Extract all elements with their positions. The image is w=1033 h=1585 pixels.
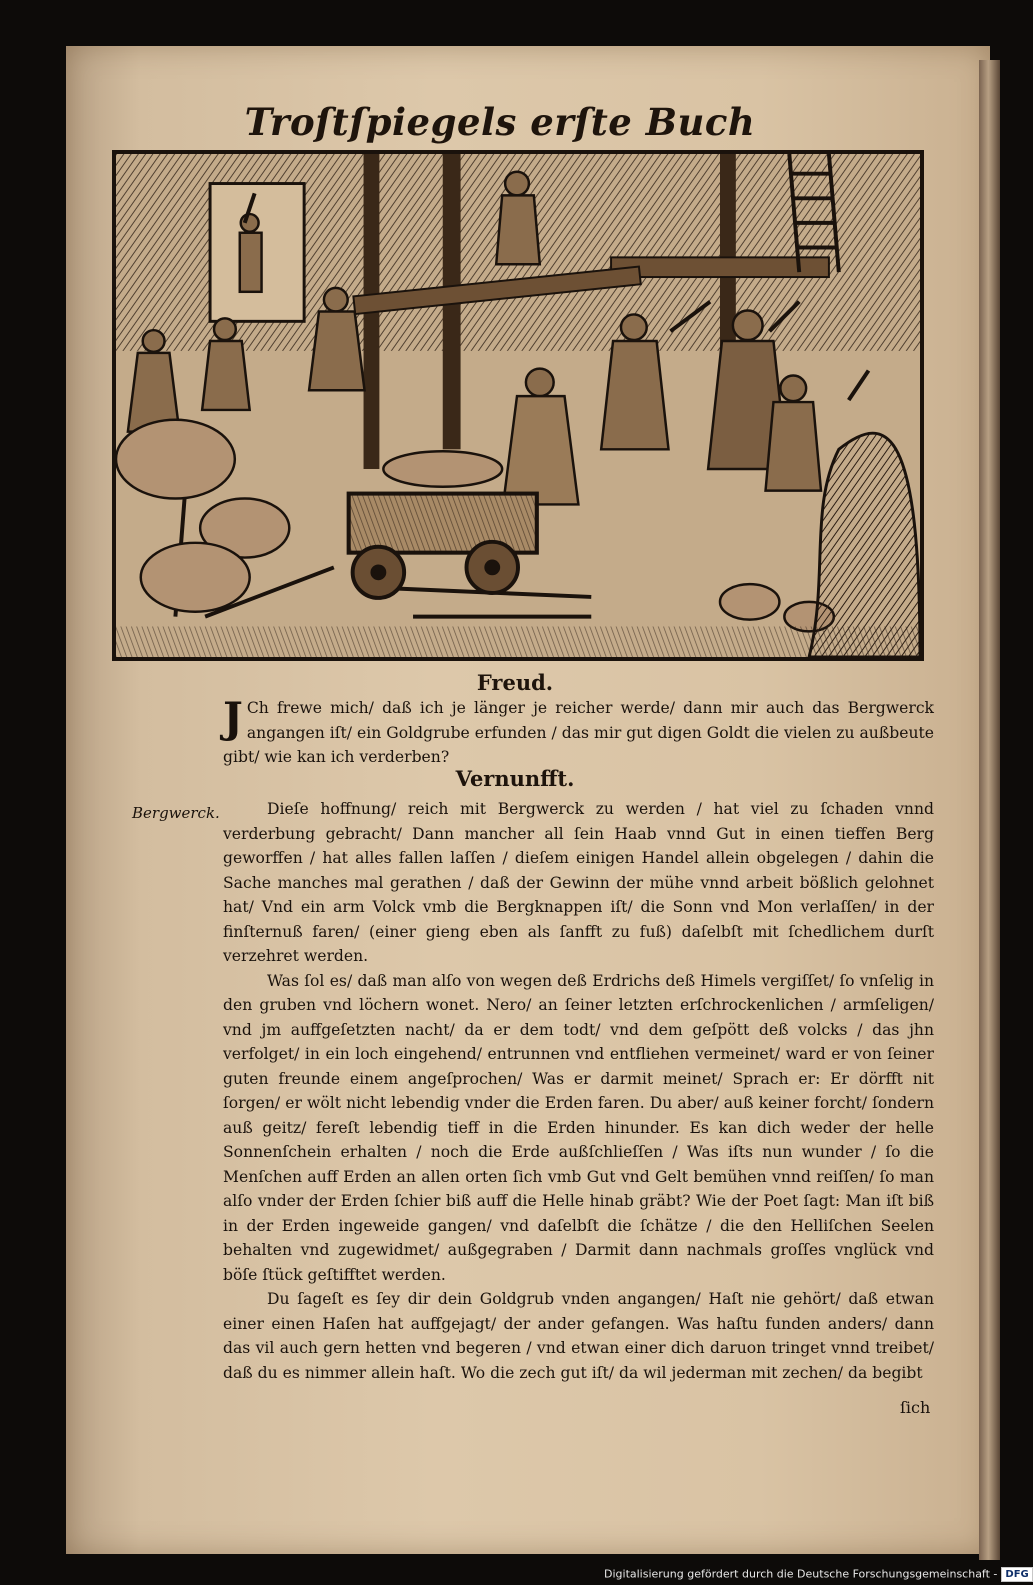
dfg-logo: DFG: [1001, 1567, 1032, 1582]
footer-text: Digitalisierung gefördert durch die Deutsche Forschungsgemeinschaft -: [604, 1567, 998, 1581]
paragraph-text: Du ſageſt es ſey dir dein Goldgrub vnden angangen/ Haſt nie gehört/ daß etwan einer einen Haſen hat auffgejagt/ der ander gefangen. Was haſtu funden anders/ dann das vil auch gern hetten vnd begeren / vnd etwan einer dich daruon tringet vnnd treibet/ daß du es nimmer allein haſt. Wo die zech gut iſt/ da wil jederman mit zechen/ da begibt: [223, 1290, 934, 1382]
initial-letter: J: [223, 693, 243, 742]
paragraph-text: Was ſol es/ daß man alſo von wegen deß Erdrichs deß Himels vergiſſet/ ſo vnſelig in den gruben vnd löchern wonet. Nero/ an ſeiner letzten erſchrockenlichen / armſeligen/ vnd jm auffgeſetzten nacht/ da er dem todt/ vnd dem geſpött deß volcks / das jhn verfolget/ in ein loch eingehend/ entrunnen vnd entfliehen vermeinet/ ward er von ſeiner guten freunde einem angeſprochen/ Was er darmit meinet/ Sprach er: Er dörfft nit ſorgen/ er wölt nicht lebendig vnder die Erden faren. Du aber/ auß keiner forcht/ ſondern auß geitz/ fereſt lebendig tieff in die Erden hinunder. Es kan dich weder der helle Sonnenſchein erhalten / noch die Erde außſchlieſſen / Was iſts nun wunder / ſo die Menſchen auff Erden an allen orten ſich vmb Gut vnd Gelt bemühen vnnd reiſſen/ ſo man alſo vnder der Erden ſchier biß auff die Helle hinab gräbt? Wie der Poet ſagt: Man iſt biß in der Erden ingeweide gangen/ vnd daſelbſt die ſchätze / die den Helliſchen Seelen behalten vnd zugewidmet/ außgegraben / Darmit dann nachmals groſſes vnglück vnd böſe ſtück geſtifftet werden.: [223, 971, 934, 1284]
woodcut-mining-scene-illustration: [116, 154, 920, 657]
woodcut-illustration: [112, 150, 924, 661]
page-edge: [979, 60, 1000, 1560]
speaker-heading-freud: Freud.: [476, 670, 554, 695]
paragraph-text: Dieſe hoffnung/ reich mit Bergwerck zu werden / hat viel zu ſchaden vnnd verderbung gebracht/ Dann mancher all ſein Haab vnnd Gut in einen tieffen Berg geworffen / hat alles fallen laſſen / dieſem einigen Handel allein obgelegen / dahin die Sache manches mal gerathen / daß der Gewinn der mühe vnnd arbeit bößlich gelohnet hat/ Vnd ein arm Volck vmb die Bergknappen iſt/ die Sonn vnd Mon verlaſſen/ in der finſternuß faren/ (einer gieng eben als ſanfft zu fuß) daſelbſt mit ſchedlichem durſt verzehret werden.: [223, 800, 934, 965]
catchword: ſich: [900, 1398, 931, 1417]
speaker-heading-vernunfft: Vernunfft.: [455, 766, 575, 791]
paragraph-freud: [223, 693, 934, 770]
paragraph-text: Ch frewe mich/ daß ich je länger je reicher werde/ dann mir auch das Bergwerck angangen iſt/ ein Goldgrube erfunden / das mir gut digen Goldt die vielen zu außbeute gibt/ wie kan ich verderben?: [223, 699, 934, 766]
funding-footer: [604, 1567, 1029, 1585]
marginal-note: Bergwerck.: [132, 804, 220, 822]
paragraph-vernunfft: [223, 797, 934, 1385]
running-head: Troſtſpiegels erſte Buch: [244, 100, 756, 144]
